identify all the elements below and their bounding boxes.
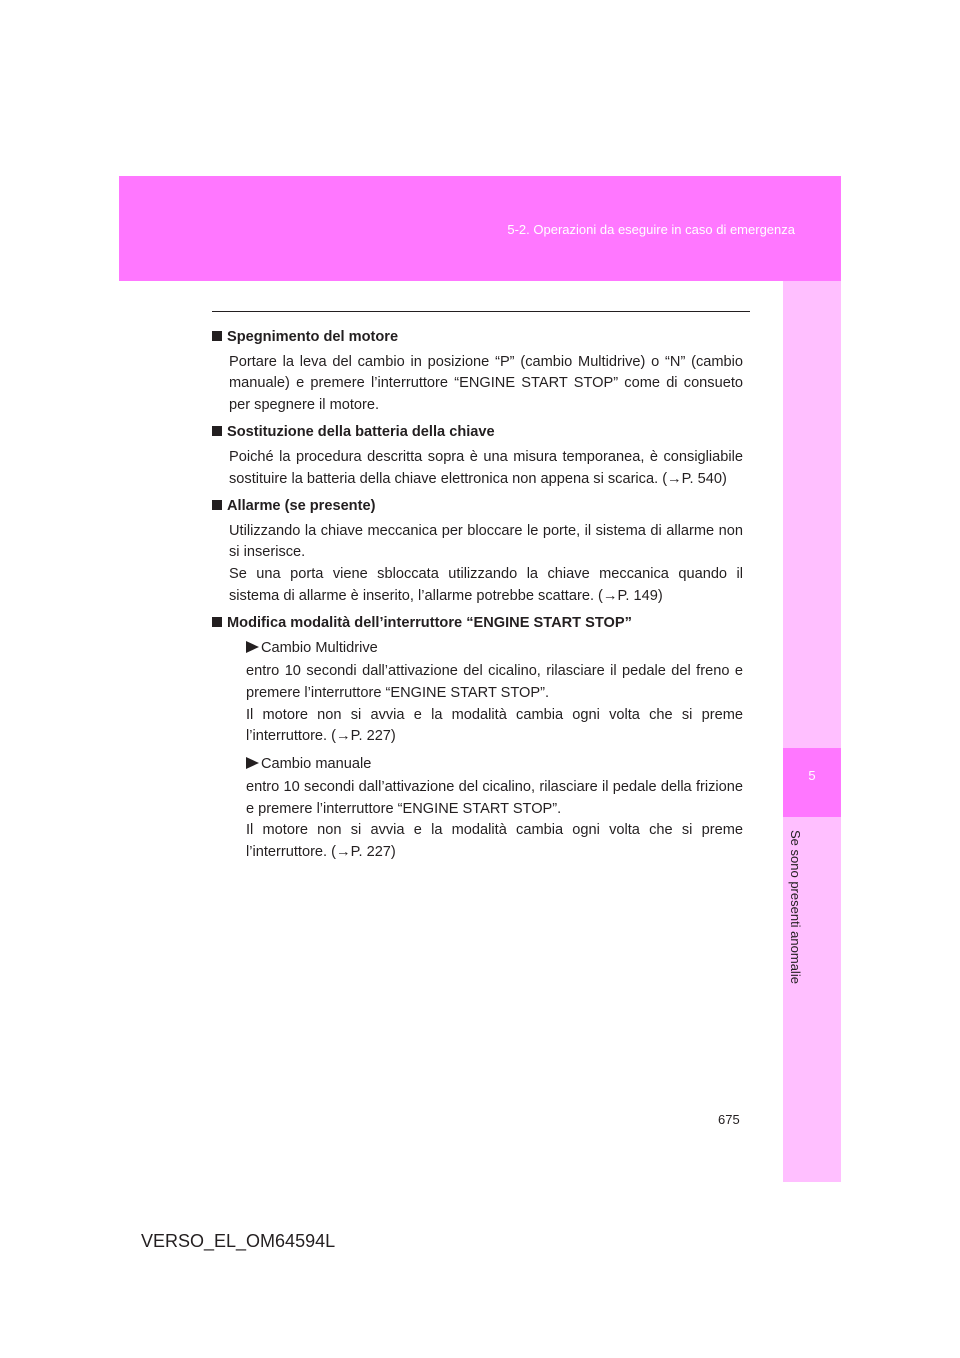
chapter-title-text: Se sono presenti anomalie	[788, 830, 803, 984]
square-bullet-icon	[212, 331, 222, 341]
chapter-tab[interactable]	[783, 748, 841, 817]
paragraph: Il motore non si avvia e la modalità cambia ogni volta che si preme l’interruttore. (→P. 227)	[246, 822, 743, 861]
section-title: Sostituzione della batteria della chiave	[227, 424, 495, 441]
top-divider	[212, 311, 750, 312]
section-batteria	[212, 422, 743, 490]
page-number: 675	[718, 1112, 740, 1127]
paragraph: entro 10 secondi dall’attivazione del cicalino, rilasciare il pedale del freno e premere l’interruttore “ENGINE START STOP”.	[246, 663, 743, 701]
section-title: Spegnimento del motore	[227, 329, 399, 345]
section-allarme	[212, 496, 743, 607]
side-tab-strip	[783, 281, 841, 1182]
section-modifica-modalita	[212, 613, 743, 864]
section-title: Modifica modalità dell’interruttore “ENGINE START STOP”	[227, 615, 632, 632]
section-title: Allarme (se presente)	[227, 498, 376, 515]
paragraph: Se una porta viene sbloccata utilizzando la chiave meccanica quando il sistema di allarme è inserito, l’allarme potrebbe scattare. (→P. 149)	[229, 565, 743, 604]
chapter-title	[782, 830, 840, 1000]
square-bullet-icon	[212, 617, 222, 627]
section-label: 5-2. Operazioni da eseguire in caso di emergenza	[507, 222, 795, 237]
triangle-bullet-icon	[246, 641, 259, 653]
paragraph: Utilizzando la chiave meccanica per bloccare le porte, il sistema di allarme non si inserisce.	[229, 522, 743, 561]
chapter-number: 5	[808, 768, 816, 783]
document-code: VERSO_EL_OM64594L	[141, 1231, 336, 1251]
main-content	[212, 327, 743, 870]
square-bullet-icon	[212, 500, 222, 510]
square-bullet-icon	[212, 426, 222, 436]
paragraph: Portare la leva del cambio in posizione “P” (cambio Multidrive) o “N” (cambio manuale) e premere l’interruttore “ENGINE START STOP” come di consueto per spegnere il motore.	[229, 353, 743, 413]
header-band	[119, 176, 841, 281]
subsection-title: Cambio Multidrive	[261, 639, 378, 656]
paragraph: Poiché la procedura descritta sopra è una misura temporanea, è consigliabile sostituire la batteria della chiave elettronica non appena si scarica. (→P. 540)	[229, 448, 743, 487]
section-spegnimento	[212, 327, 743, 416]
triangle-bullet-icon	[246, 757, 259, 769]
paragraph: entro 10 secondi dall’attivazione del cicalino, rilasciare il pedale della frizione e premere l’interruttore “ENGINE START STOP”.	[246, 779, 743, 817]
subsection-title: Cambio manuale	[261, 755, 372, 772]
paragraph: Il motore non si avvia e la modalità cambia ogni volta che si preme l’interruttore. (→P. 227)	[246, 706, 743, 745]
